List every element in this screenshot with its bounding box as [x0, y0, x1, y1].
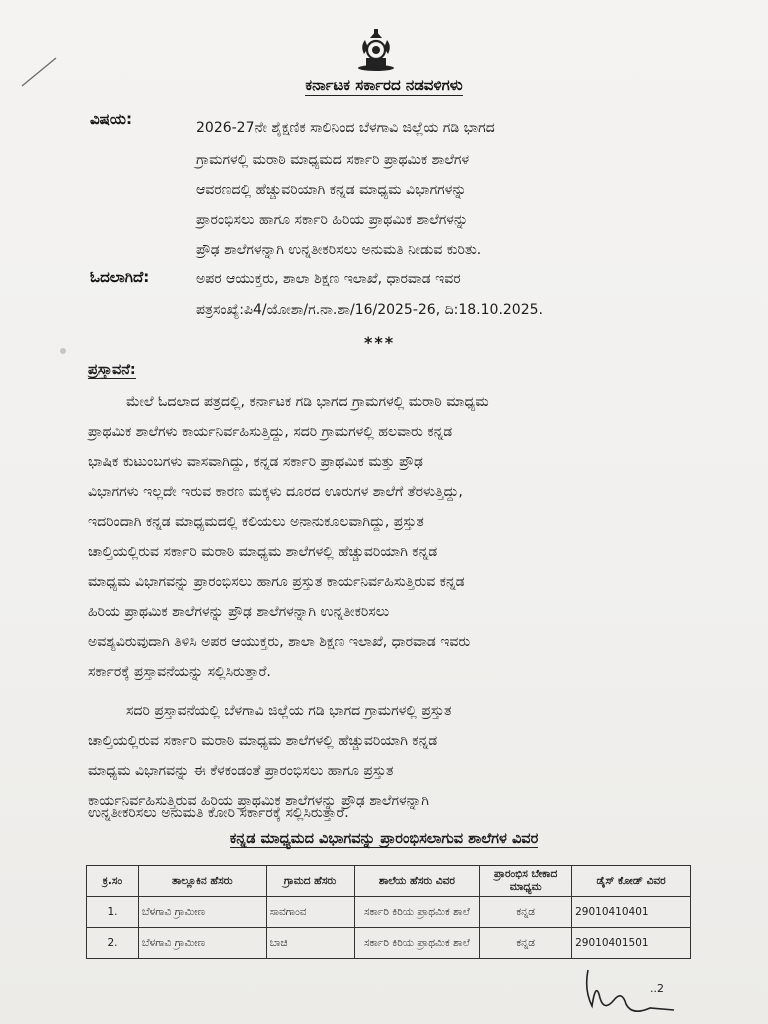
paragraph-line: ಸರ್ಕಾರಕ್ಕೆ ಪ್ರಸ್ತಾವನೆಯನ್ನು ಸಲ್ಲಿಸಿರುತ್ತಾರೆ.: [88, 664, 271, 680]
subject-line: ಆವರಣದಲ್ಲಿ ಹೆಚ್ಚುವರಿಯಾಗಿ ಕನ್ನಡ ಮಾಧ್ಯಮ ವಿಭಾಗಗಳನ್ನು: [196, 182, 467, 198]
column-header: ಶಾಲೆಯ ಹೆಸರು ವಿವರ: [354, 866, 480, 897]
paragraph-line: ಮೇಲೆ ಓದಲಾದ ಪತ್ರದಲ್ಲಿ, ಕರ್ನಾಟಕ ಗಡಿ ಭಾಗದ ಗ್ರಾಮಗಳಲ್ಲಿ ಮರಾಠಿ ಮಾಧ್ಯಮ: [126, 394, 489, 410]
table-header-row: [87, 866, 691, 897]
column-header: ಪ್ರಾರಂಭಿಸ ಬೇಕಾದ ಮಾಧ್ಯಮ: [480, 866, 572, 897]
paragraph-line: ಸದರಿ ಪ್ರಸ್ತಾವನೆಯಲ್ಲಿ ಬೆಳಗಾವಿ ಜಿಲ್ಲೆಯ ಗಡಿ ಭಾಗದ ಗ್ರಾಮಗಳಲ್ಲಿ ಪ್ರಸ್ತುತ: [126, 703, 452, 719]
reference-line: ಅಪರ ಆಯುಕ್ತರು, ಶಾಲಾ ಶಿಕ್ಷಣ ಇಲಾಖೆ, ಧಾರವಾಡ ಇವರ: [196, 271, 461, 287]
column-header: ಕ್ರ.ಸಂ: [87, 866, 139, 897]
paragraph-line: ಮಾಧ್ಯಮ ವಿಭಾಗವನ್ನು ಪ್ರಾರಂಭಿಸಲು ಹಾಗೂ ಪ್ರಸ್ತುತ ಕಾರ್ಯನಿರ್ವಹಿಸುತ್ತಿರುವ ಕನ್ನಡ: [88, 574, 465, 590]
state-emblem-icon: [354, 28, 398, 74]
preamble-heading: ಪ್ರಸ್ತಾವನೆ:: [88, 362, 136, 378]
separator: ***: [364, 333, 396, 352]
table-cell: ಸಾವಗಾಂವ: [266, 897, 354, 928]
subject-line: ಪ್ರೌಢ ಶಾಲೆಗಳನ್ನಾಗಿ ಉನ್ನತೀಕರಿಸಲು ಅನುಮತಿ ನೀಡುವ ಕುರಿತು.: [196, 242, 482, 258]
subject-line: 2026-27ನೇ ಶೈಕ್ಷಣಿಕ ಸಾಲಿನಿಂದ ಬೆಳಗಾವಿ ಜಿಲ್ಲೆಯ ಗಡಿ ಭಾಗದ: [196, 120, 495, 136]
table-cell: 1.: [87, 897, 139, 928]
reference-label: ಓದಲಾಗಿದೆ:: [90, 268, 150, 286]
table-cell: ಕನ್ನಡ: [480, 897, 572, 928]
column-header: ಗ್ರಾಮದ ಹೆಸರು: [266, 866, 354, 897]
punch-hole: [60, 348, 66, 354]
reference-line: ಪತ್ರಸಂಖ್ಯೆ:ಪಿ4/ಯೋಶಾ/ಗ.ನಾ.ಶಾ/16/2025-26, ದಿ:18.10.2025.: [196, 302, 543, 318]
document-heading: ಕರ್ನಾಟಕ ಸರ್ಕಾರದ ನಡವಳಿಗಳು: [305, 76, 463, 94]
column-header: ಡೈಸ್ ಕೋಡ್ ವಿವರ: [572, 866, 691, 897]
page-number: ..2: [650, 982, 664, 995]
table-cell: 29010401501: [572, 928, 691, 959]
paragraph-line: ಮಾಧ್ಯಮ ವಿಭಾಗವನ್ನು ಈ ಕೆಳಕಂಡಂತೆ ಪ್ರಾರಂಭಿಸಲು ಹಾಗೂ ಪ್ರಸ್ತುತ: [88, 763, 394, 779]
table-cell: ಸರ್ಕಾರಿ ಕಿರಿಯ ಪ್ರಾಥಮಿಕ ಶಾಲೆ: [354, 897, 480, 928]
table-cell: 29010410401: [572, 897, 691, 928]
paragraph-line: ಚಾಲ್ತಿಯಲ್ಲಿರುವ ಸರ್ಕಾರಿ ಮರಾಠಿ ಮಾಧ್ಯಮ ಶಾಲೆಗಳಲ್ಲಿ ಹೆಚ್ಚುವರಿಯಾಗಿ ಕನ್ನಡ: [88, 733, 438, 749]
table-cell: 2.: [87, 928, 139, 959]
table-cell: ಸರ್ಕಾರಿ ಕಿರಿಯ ಪ್ರಾಥಮಿಕ ಶಾಲೆ: [354, 928, 480, 959]
paragraph-line: ಚಾಲ್ತಿಯಲ್ಲಿರುವ ಸರ್ಕಾರಿ ಮರಾಠಿ ಮಾಧ್ಯಮ ಶಾಲೆಗಳಲ್ಲಿ ಹೆಚ್ಚುವರಿಯಾಗಿ ಕನ್ನಡ: [88, 544, 438, 560]
table-row: [87, 928, 691, 959]
schools-table: [86, 865, 691, 959]
paragraph-line: ಉನ್ನತೀಕರಿಸಲು ಅನುಮತಿ ಕೋರಿ ಸರ್ಕಾರಕ್ಕೆ ಸಲ್ಲಿಸಿರುತ್ತಾರೆ.: [88, 805, 349, 821]
table-cell: ಬೆಳಗಾವಿ ಗ್ರಾಮೀಣ: [138, 897, 266, 928]
paragraph-line: ಕಾರ್ಯನಿರ್ವಹಿಸುತ್ತಿರುವ ಹಿರಿಯ ಪ್ರಾಥಮಿಕ ಶಾಲೆಗಳನ್ನು ಪ್ರೌಢ ಶಾಲೆಗಳನ್ನಾಗಿ: [88, 793, 429, 809]
column-header: ತಾಲ್ಲೂಕಿನ ಹೆಸರು: [138, 866, 266, 897]
table-cell: ಬೆಳಗಾವಿ ಗ್ರಾಮೀಣ: [138, 928, 266, 959]
paragraph-line: ಅವಶ್ಯವಿರುವುದಾಗಿ ತಿಳಿಸಿ ಅಪರ ಆಯುಕ್ತರು, ಶಾಲಾ ಶಿಕ್ಷಣ ಇಲಾಖೆ, ಧಾರವಾಡ ಇವರು: [88, 634, 471, 650]
table-row: [87, 897, 691, 928]
subject-label: ವಿಷಯ:: [90, 110, 132, 128]
subject-line: ಪ್ರಾರಂಭಿಸಲು ಹಾಗೂ ಸರ್ಕಾರಿ ಹಿರಿಯ ಪ್ರಾಥಮಿಕ ಶಾಲೆಗಳನ್ನು: [196, 212, 469, 228]
paragraph-line: ಇದರಿಂದಾಗಿ ಕನ್ನಡ ಮಾಧ್ಯಮದಲ್ಲಿ ಕಲಿಯಲು ಅನಾನುಕೂಲವಾಗಿದ್ದು, ಪ್ರಸ್ತುತ: [88, 514, 424, 530]
paragraph-line: ಹಿರಿಯ ಪ್ರಾಥಮಿಕ ಶಾಲೆಗಳನ್ನು ಪ್ರೌಢ ಶಾಲೆಗಳನ್ನಾಗಿ ಉನ್ನತೀಕರಿಸಲು: [88, 604, 390, 620]
table-cell: ಬಾಚಿ: [266, 928, 354, 959]
paragraph-line: ಭಾಷಿಕ ಕುಟುಂಬಗಳು ವಾಸವಾಗಿದ್ದು, ಕನ್ನಡ ಸರ್ಕಾರಿ ಪ್ರಾಥಮಿಕ ಮತ್ತು ಪ್ರೌಢ: [88, 454, 423, 470]
table-title: ಕನ್ನಡ ಮಾಧ್ಯಮದ ವಿಭಾಗವನ್ನು ಪ್ರಾರಂಭಿಸಲಾಗುವ ಶಾಲೆಗಳ ವಿವರ: [229, 831, 539, 847]
paragraph-line: ಪ್ರಾಥಮಿಕ ಶಾಲೆಗಳು ಕಾರ್ಯನಿರ್ವಹಿಸುತ್ತಿದ್ದು, ಸದರಿ ಗ್ರಾಮಗಳಲ್ಲಿ ಹಲವಾರು ಕನ್ನಡ: [88, 424, 453, 440]
table-cell: ಕನ್ನಡ: [480, 928, 572, 959]
subject-line: ಗ್ರಾಮಗಳಲ್ಲಿ ಮರಾಠಿ ಮಾಧ್ಯಮದ ಸರ್ಕಾರಿ ಪ್ರಾಥಮಿಕ ಶಾಲೆಗಳ: [196, 152, 470, 168]
paragraph-line: ವಿಭಾಗಗಳು ಇಲ್ಲದೇ ಇರುವ ಕಾರಣ ಮಕ್ಕಳು ದೂರದ ಊರುಗಳ ಶಾಲೆಗೆ ತೆರಳುತ್ತಿದ್ದು,: [88, 484, 463, 500]
